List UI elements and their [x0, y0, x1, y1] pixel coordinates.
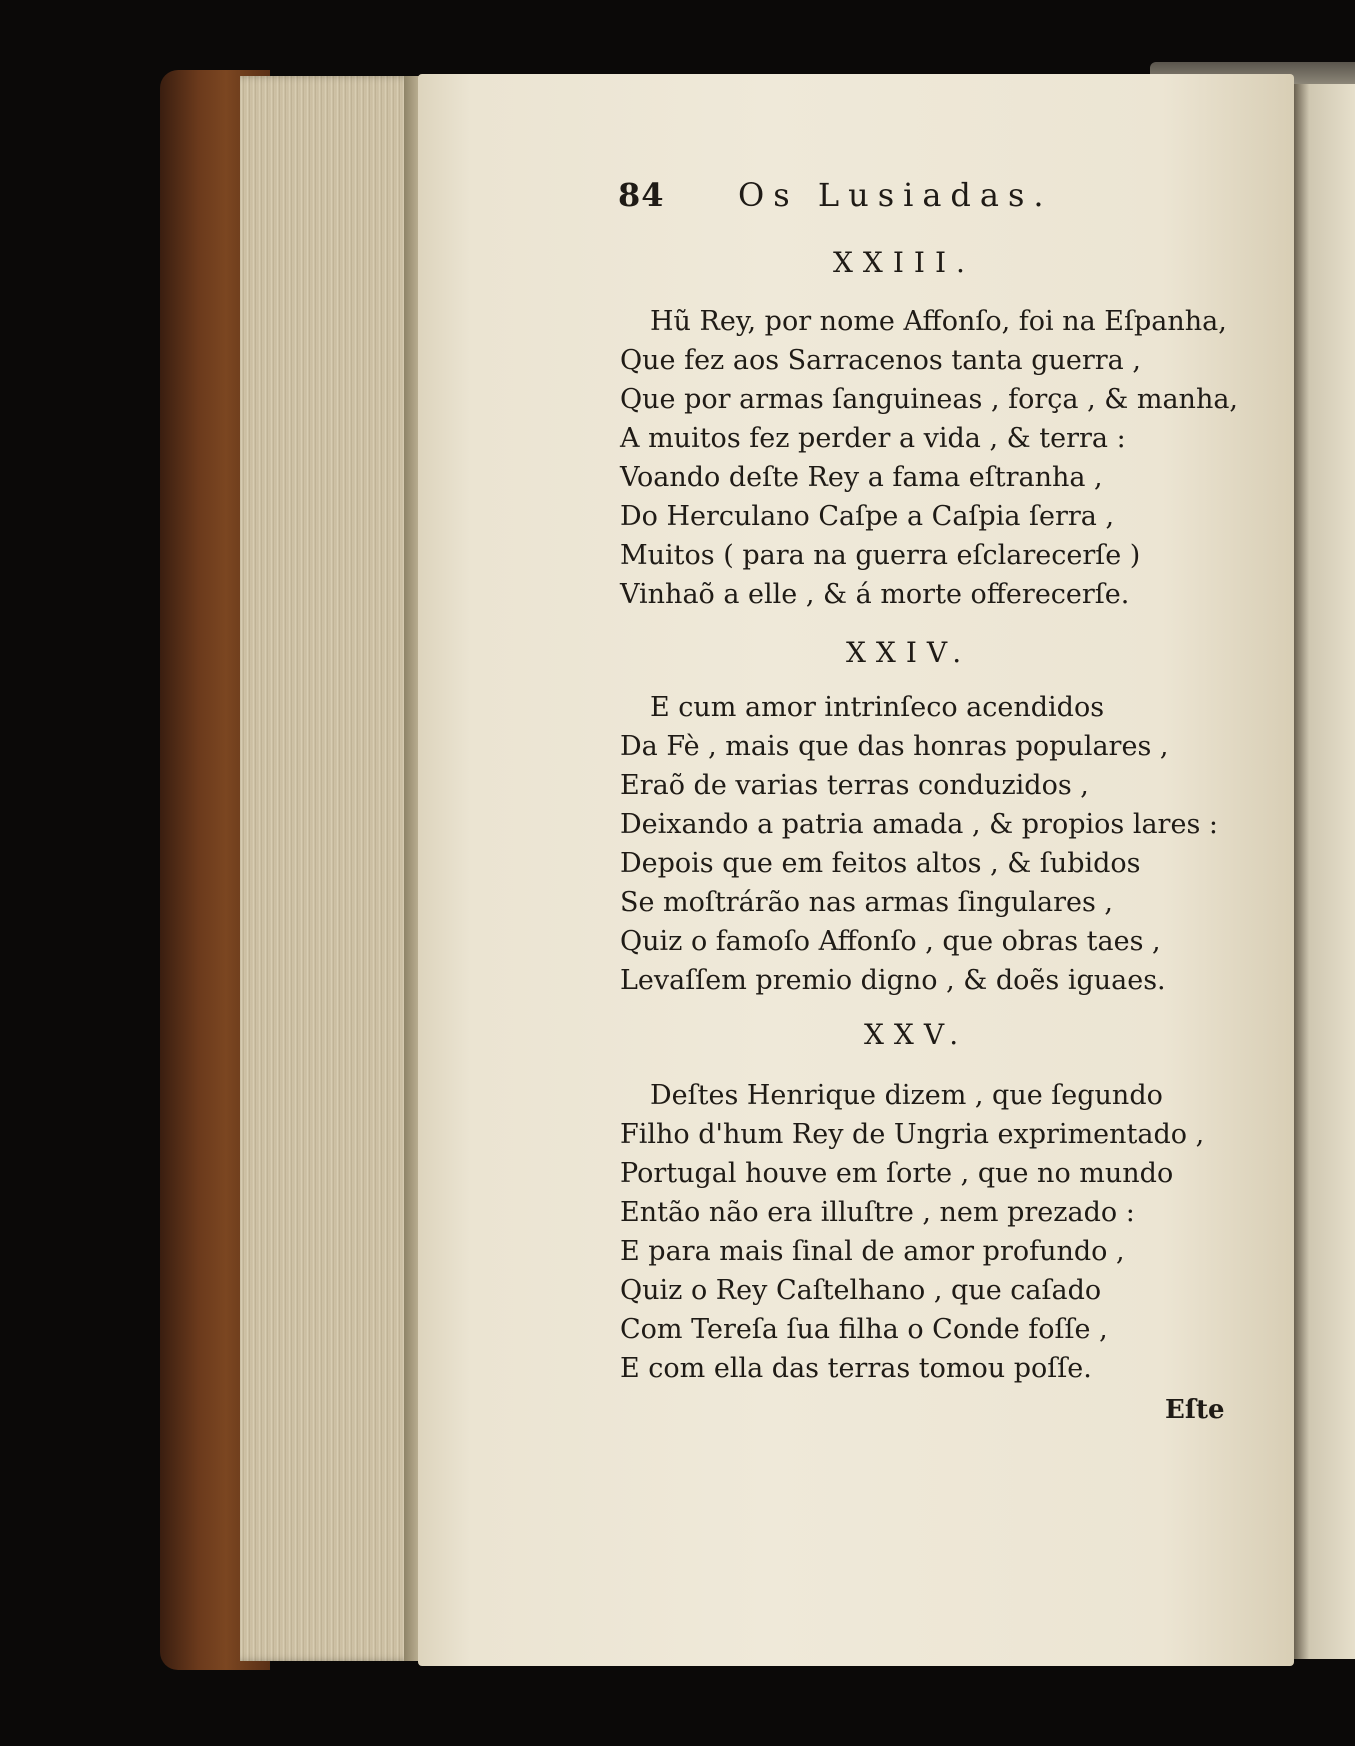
verse-line: E cum amor intrinſeco acendidos [650, 692, 1105, 723]
verse-line: Vinhaõ a elle , & á morte offerecerſe. [620, 579, 1130, 610]
verse-line: Quiz o famoſo Affonſo , que obras taes , [620, 926, 1161, 957]
next-page [1294, 84, 1355, 1659]
verse-line: Com Tereſa ſua filha o Conde foſſe , [620, 1314, 1108, 1345]
page-number: 84 [618, 176, 665, 214]
verse-line: Da Fè , mais que das honras populares , [620, 731, 1169, 762]
stanza-block [620, 1076, 1204, 1388]
stanza-number: XXIII. [833, 246, 975, 279]
verse-line: Que fez aos Sarracenos tanta guerra , [620, 345, 1141, 376]
verse-line: Que por armas ſanguineas , força , & manha, [620, 384, 1239, 415]
verse-line: Se moſtrárão nas armas ſingulares , [620, 887, 1114, 918]
verse-line: Deſtes Henrique dizem , que ſegundo [650, 1080, 1163, 1111]
verse-line: Então não era illuſtre , nem prezado : [620, 1197, 1135, 1228]
stanza-number: XXV. [864, 1018, 969, 1051]
verse-line: Muitos ( para na guerra eſclarecerſe ) [620, 540, 1141, 571]
verse-line: A muitos fez perder a vida , & terra : [620, 423, 1126, 454]
running-title: Os Lusiadas. [738, 176, 1053, 214]
verse-line: Hũ Rey, por nome Affonſo, foi na Eſpanha, [650, 306, 1227, 337]
page-edges [240, 76, 416, 1661]
stanza-block [620, 688, 1218, 1000]
stanza-block [620, 302, 1238, 614]
verse-line: Portugal houve em ſorte , que no mundo [620, 1158, 1174, 1189]
verse-line: Deixando a patria amada , & propios lares : [620, 809, 1218, 840]
catchword: Eſte [1165, 1395, 1225, 1425]
verse-line: Voando deſte Rey a fama eſtranha , [620, 462, 1103, 493]
stanza-number: XXIV. [846, 636, 972, 669]
verse-line: Filho d'hum Rey de Ungria exprimentado , [620, 1119, 1205, 1150]
verse-line: E para mais ſinal de amor profundo , [620, 1236, 1125, 1267]
verse-line: Levaſſem premio digno , & doẽs iguaes. [620, 965, 1166, 996]
verse-line: Quiz o Rey Caſtelhano , que caſado [620, 1275, 1102, 1306]
verse-line: Do Herculano Caſpe a Caſpia ſerra , [620, 501, 1115, 532]
verse-line: Eraõ de varias terras conduzidos , [620, 770, 1089, 801]
verse-line: Depois que em feitos altos , & ſubidos [620, 848, 1141, 879]
verse-line: E com ella das terras tomou poſſe. [620, 1353, 1092, 1384]
